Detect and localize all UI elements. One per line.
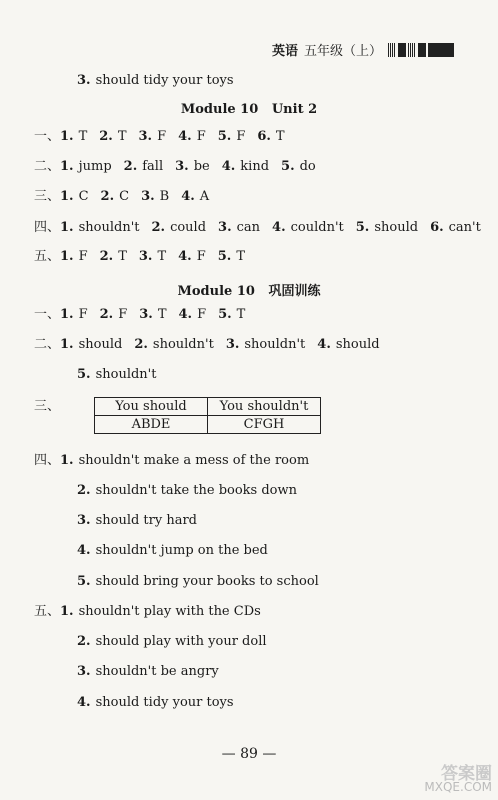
item-number: 1. bbox=[60, 129, 74, 144]
answer-line bbox=[34, 248, 257, 266]
answer-line bbox=[77, 366, 168, 384]
item-answer: should tidy your toys bbox=[95, 695, 234, 710]
item-answer: shouldn't jump on the bed bbox=[95, 543, 268, 558]
answer-line bbox=[34, 306, 257, 324]
header-decoration bbox=[388, 43, 454, 57]
item-number: 1. bbox=[60, 337, 74, 352]
section-prefix: 三、 bbox=[34, 189, 61, 204]
item-answer: F bbox=[78, 249, 88, 264]
item-answer: jump bbox=[78, 159, 112, 174]
item-answer: shouldn't bbox=[244, 337, 306, 352]
item-number: 3. bbox=[225, 337, 240, 352]
item-answer: can bbox=[236, 220, 261, 235]
item-number: 1. bbox=[60, 604, 74, 619]
item-answer: fall bbox=[142, 159, 164, 174]
item-number: 1. bbox=[60, 453, 74, 468]
item-number: 2. bbox=[77, 483, 91, 498]
item-number: 4. bbox=[178, 129, 192, 144]
answer-line bbox=[77, 633, 279, 651]
item-number: 3. bbox=[77, 664, 91, 679]
item-answer: F bbox=[236, 129, 246, 144]
answer-line bbox=[34, 128, 297, 146]
item-number: 5. bbox=[77, 574, 91, 589]
item-number: 2. bbox=[123, 159, 138, 174]
item-answer: should tidy your toys bbox=[95, 73, 234, 88]
item-answer: F bbox=[157, 129, 167, 144]
item-number: 3. bbox=[141, 189, 155, 204]
item-answer: couldn't bbox=[290, 220, 344, 235]
item-answer: shouldn't make a mess of the room bbox=[78, 453, 310, 468]
answer-line bbox=[34, 336, 392, 354]
item-answer: should try hard bbox=[95, 513, 198, 528]
item-answer: should bring your books to school bbox=[95, 574, 319, 589]
answer-line bbox=[34, 188, 221, 206]
item-number: 5. bbox=[217, 249, 232, 264]
item-answer: T bbox=[236, 249, 245, 264]
item-answer: T bbox=[236, 307, 246, 322]
answer-line bbox=[77, 573, 331, 591]
subject-label: 英语 bbox=[271, 44, 298, 59]
section-prefix: 四、 bbox=[34, 453, 61, 468]
answer-line bbox=[34, 603, 273, 621]
item-number: 3. bbox=[138, 249, 153, 264]
item-answer: T bbox=[157, 307, 167, 322]
item-number: 3. bbox=[77, 513, 91, 528]
item-number: 3. bbox=[77, 73, 91, 88]
item-answer: F bbox=[78, 307, 88, 322]
table-cell-shouldnt: CFGH bbox=[208, 416, 321, 434]
item-answer: shouldn't bbox=[152, 337, 214, 352]
item-answer: T bbox=[118, 249, 127, 264]
section-title-en: Module 10 bbox=[177, 284, 269, 299]
section-title-en: Module 10 Unit 2 bbox=[180, 102, 318, 117]
answer-line bbox=[77, 663, 231, 681]
item-number: 2. bbox=[99, 307, 114, 322]
item-answer: could bbox=[170, 220, 207, 235]
item-answer: do bbox=[299, 159, 316, 174]
answer-line bbox=[34, 158, 328, 176]
item-number: 5. bbox=[77, 367, 91, 382]
section-prefix: 五、 bbox=[34, 249, 61, 264]
item-number: 5. bbox=[281, 159, 295, 174]
item-number: 2. bbox=[77, 634, 91, 649]
item-answer: shouldn't bbox=[78, 220, 140, 235]
item-number: 4. bbox=[178, 249, 192, 264]
grade-label: 五年级（上） bbox=[303, 44, 382, 59]
item-answer: F bbox=[196, 249, 206, 264]
item-number: 2. bbox=[151, 220, 166, 235]
item-number: 5. bbox=[218, 307, 232, 322]
item-number: 5. bbox=[355, 220, 370, 235]
item-number: 2. bbox=[134, 337, 148, 352]
section-title bbox=[0, 280, 498, 299]
item-answer: F bbox=[118, 307, 128, 322]
answer-line bbox=[77, 542, 280, 560]
should-shouldnt-table bbox=[94, 397, 321, 434]
table-cell-should: ABDE bbox=[95, 416, 208, 434]
item-answer: shouldn't play with the CDs bbox=[78, 604, 261, 619]
table-header-should: You should bbox=[95, 398, 208, 416]
item-number: 2. bbox=[99, 249, 114, 264]
item-answer: T bbox=[157, 249, 167, 264]
item-answer: C bbox=[78, 189, 89, 204]
item-answer: should bbox=[335, 337, 380, 352]
section-prefix: 五、 bbox=[34, 604, 61, 619]
item-number: 6. bbox=[430, 220, 444, 235]
item-answer: should play with your doll bbox=[95, 634, 267, 649]
item-answer: T bbox=[275, 129, 285, 144]
answer-line bbox=[77, 512, 209, 530]
item-answer: be bbox=[193, 159, 210, 174]
answer-line bbox=[34, 452, 321, 470]
answer-line bbox=[77, 72, 246, 90]
item-answer: F bbox=[196, 129, 206, 144]
item-number: 4. bbox=[221, 159, 236, 174]
item-answer: shouldn't take the books down bbox=[95, 483, 298, 498]
section-prefix: 一、 bbox=[34, 307, 61, 322]
item-answer: shouldn't bbox=[95, 367, 157, 382]
item-number: 1. bbox=[60, 307, 74, 322]
section-title-cn: 巩固训练 bbox=[268, 284, 321, 299]
item-answer: T bbox=[117, 129, 127, 144]
item-answer: should bbox=[78, 337, 123, 352]
item-answer: should bbox=[374, 220, 419, 235]
item-answer: A bbox=[199, 189, 210, 204]
section-prefix: 一、 bbox=[34, 129, 61, 144]
item-answer: C bbox=[119, 189, 130, 204]
item-answer: T bbox=[78, 129, 88, 144]
item-number: 6. bbox=[257, 129, 271, 144]
item-number: 4. bbox=[272, 220, 286, 235]
section-prefix-san: 三、 bbox=[34, 399, 61, 414]
answer-line bbox=[77, 694, 246, 712]
item-number: 2. bbox=[99, 129, 113, 144]
page-number: — 89 — bbox=[221, 746, 277, 762]
answer-line bbox=[34, 219, 493, 237]
item-number: 1. bbox=[60, 220, 74, 235]
section-prefix: 二、 bbox=[34, 159, 61, 174]
item-number: 3. bbox=[218, 220, 232, 235]
item-number: 1. bbox=[60, 249, 74, 264]
page-header bbox=[272, 40, 454, 59]
item-number: 2. bbox=[100, 189, 115, 204]
section-prefix: 四、 bbox=[34, 220, 61, 235]
item-number: 4. bbox=[317, 337, 331, 352]
item-number: 1. bbox=[60, 159, 74, 174]
item-number: 3. bbox=[175, 159, 189, 174]
section-prefix: 二、 bbox=[34, 337, 61, 352]
section-title bbox=[0, 102, 498, 117]
item-answer: B bbox=[159, 189, 170, 204]
item-number: 4. bbox=[181, 189, 195, 204]
item-answer: F bbox=[197, 307, 207, 322]
item-answer: kind bbox=[240, 159, 270, 174]
watermark: 答案圈 MXQE.COM bbox=[424, 764, 492, 794]
item-number: 3. bbox=[139, 307, 153, 322]
item-number: 4. bbox=[77, 695, 91, 710]
answer-line bbox=[77, 482, 309, 500]
item-answer: can't bbox=[448, 220, 481, 235]
item-number: 3. bbox=[138, 129, 153, 144]
item-number: 4. bbox=[77, 543, 91, 558]
item-number: 5. bbox=[217, 129, 232, 144]
item-answer: shouldn't be angry bbox=[95, 664, 219, 679]
item-number: 4. bbox=[178, 307, 193, 322]
item-number: 1. bbox=[60, 189, 74, 204]
table-header-shouldnt: You shouldn't bbox=[208, 398, 321, 416]
